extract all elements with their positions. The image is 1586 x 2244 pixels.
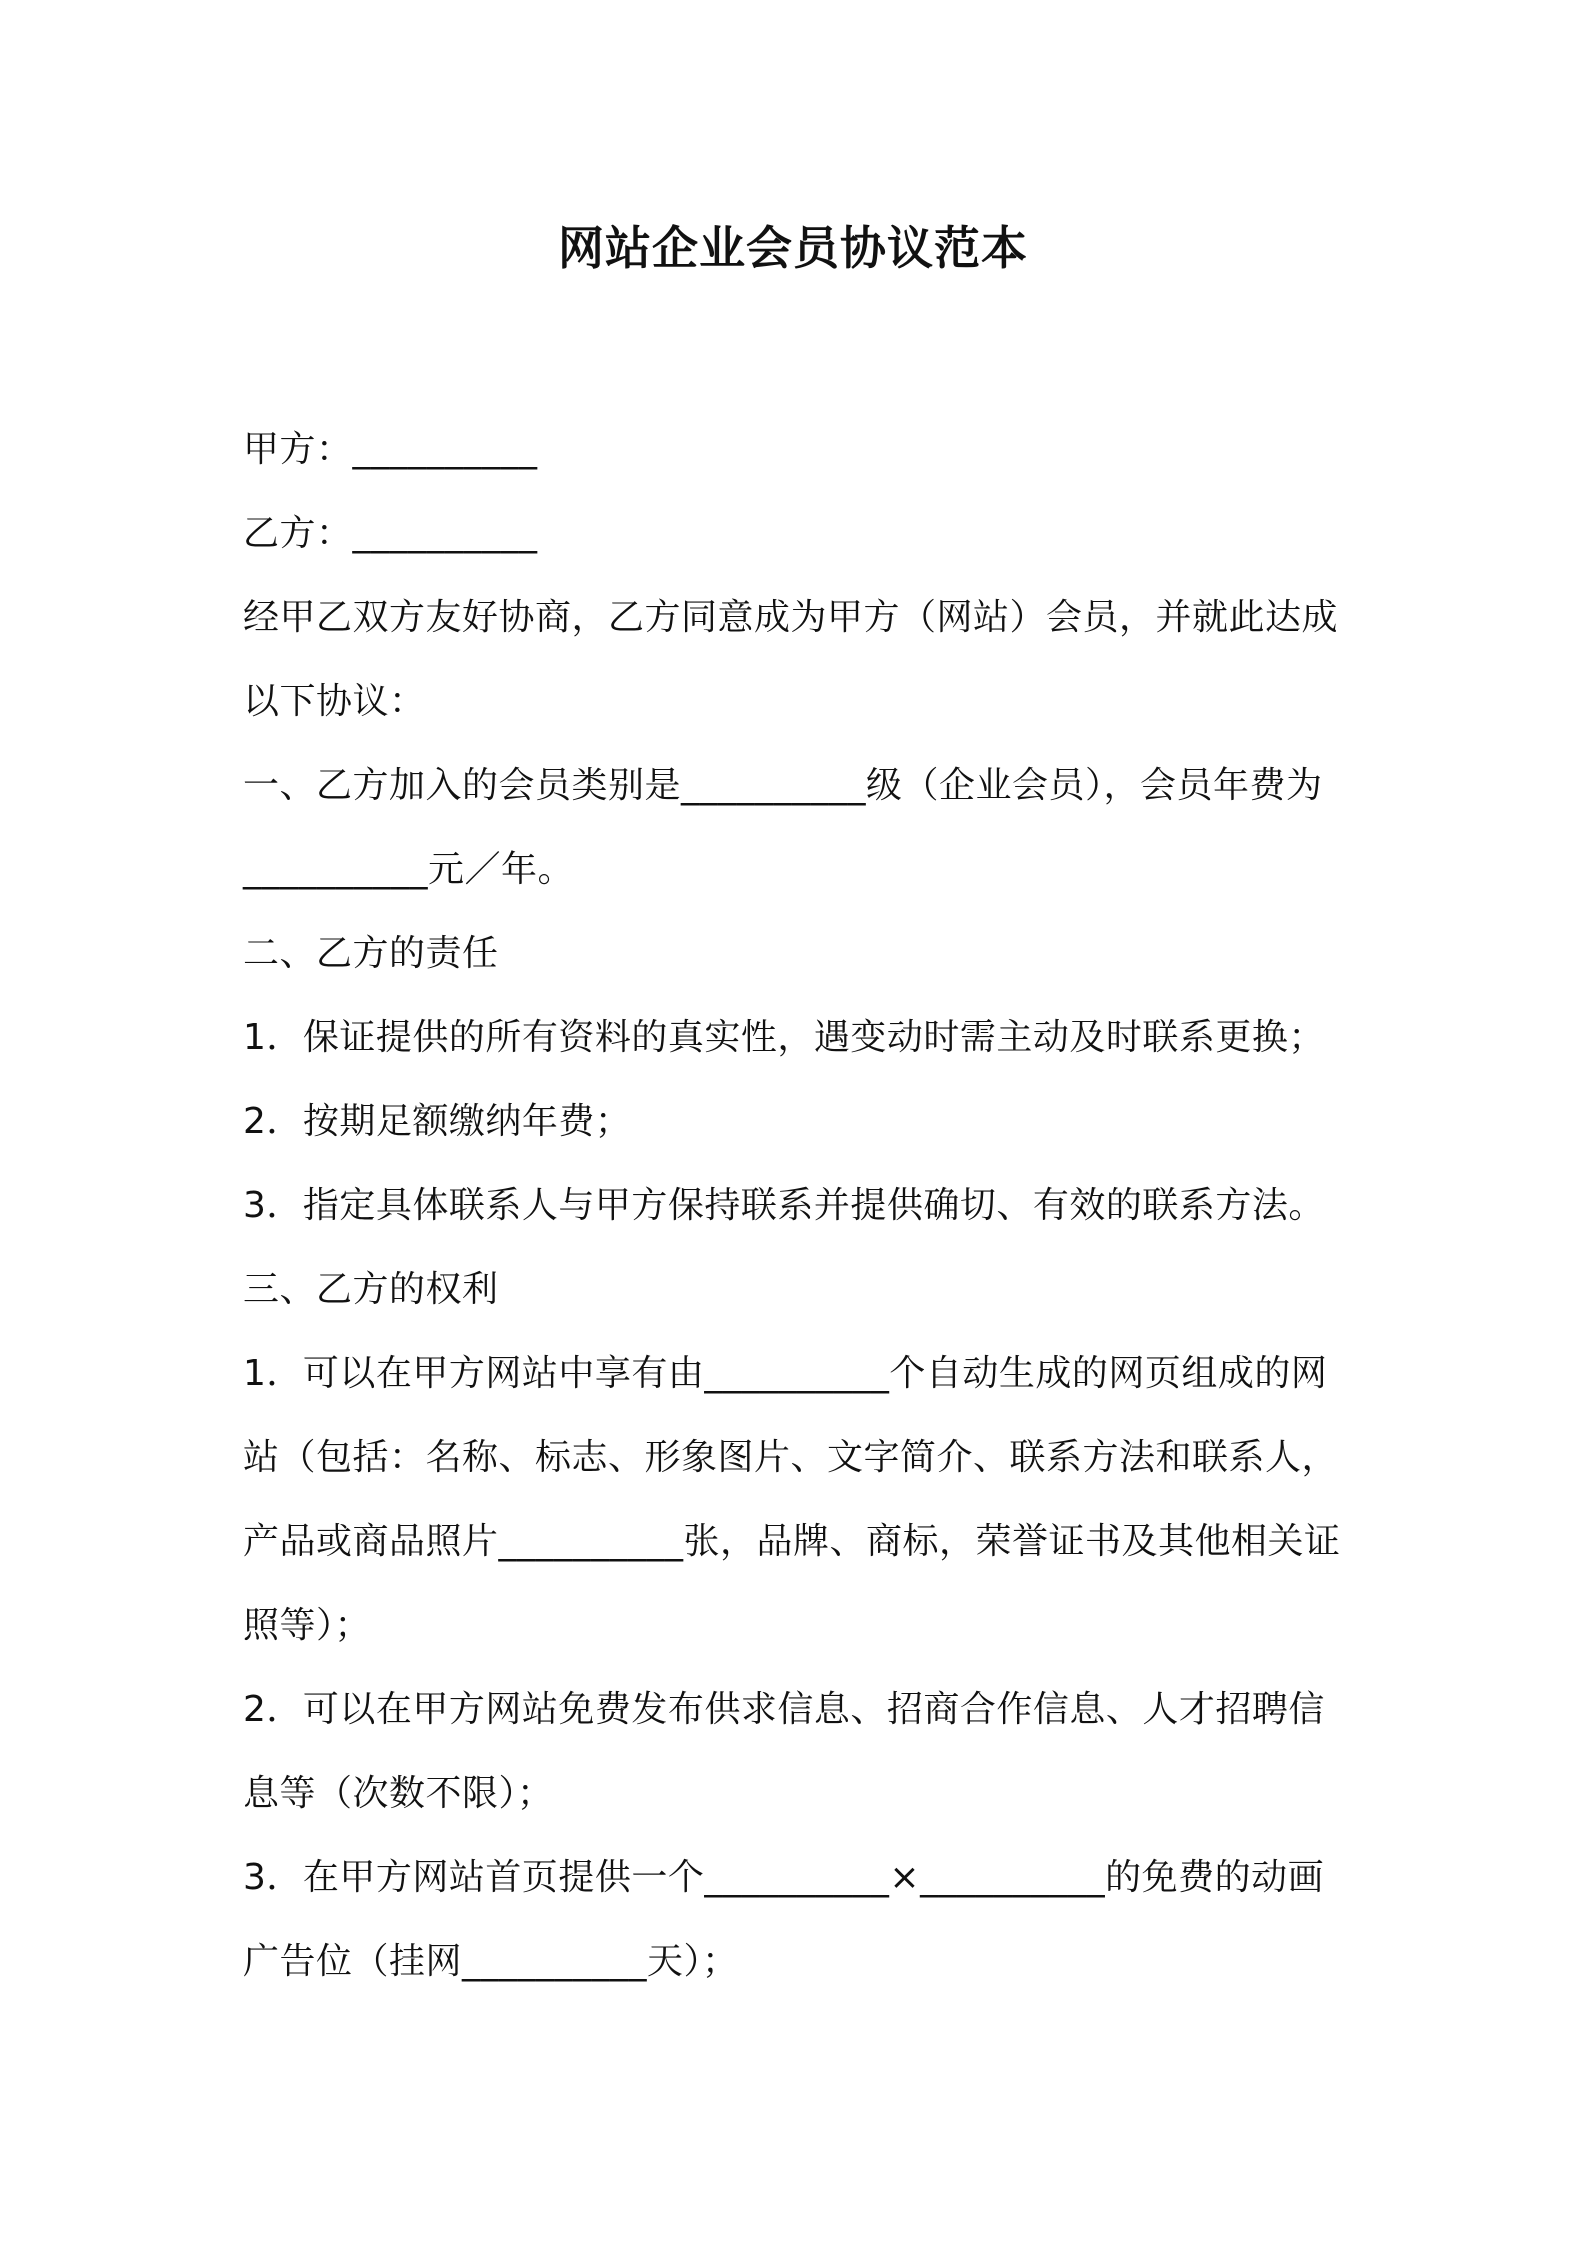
list-item: 1．可以在甲方网站中享有由__________个自动生成的网页组成的网 bbox=[243, 1353, 1328, 1394]
list-item: 3．指定具体联系人与甲方保持联系并提供确切、有效的联系方法。 bbox=[243, 1185, 1325, 1226]
document-title: 网站企业会员协议范本 bbox=[558, 221, 1028, 275]
list-item: 2．按期足额缴纳年费； bbox=[243, 1101, 632, 1142]
list-item: 2．可以在甲方网站免费发布供求信息、招商合作信息、人才招聘信 bbox=[243, 1689, 1325, 1730]
document-body bbox=[243, 408, 1363, 2004]
list-item-continuation: 照等）； bbox=[243, 1605, 372, 1646]
list-item-continuation: 息等（次数不限）； bbox=[243, 1773, 554, 1814]
section-heading: 三、乙方的权利 bbox=[243, 1269, 499, 1310]
list-item-continuation: 广告位（挂网__________天）； bbox=[243, 1941, 739, 1982]
section-heading: 二、乙方的责任 bbox=[243, 933, 499, 974]
preamble-line: 以下协议： bbox=[243, 681, 426, 722]
preamble-line: 经甲乙双方友好协商，乙方同意成为甲方（网站）会员，并就此达成 bbox=[243, 597, 1339, 638]
clause-1-line: __________元／年。 bbox=[243, 849, 575, 890]
clause-1-line: 一、乙方加入的会员类别是__________级（企业会员），会员年费为 bbox=[243, 765, 1323, 806]
party-b-line: 乙方：__________ bbox=[243, 513, 538, 554]
list-item: 1．保证提供的所有资料的真实性，遇变动时需主动及时联系更换； bbox=[243, 1017, 1325, 1058]
list-item-continuation: 产品或商品照片__________张，品牌、商标，荣誉证书及其他相关证 bbox=[243, 1521, 1341, 1562]
list-item-continuation: 站（包括：名称、标志、形象图片、文字简介、联系方法和联系人， bbox=[243, 1437, 1339, 1478]
party-a-line: 甲方：__________ bbox=[243, 429, 538, 470]
list-item: 3．在甲方网站首页提供一个__________×__________的免费的动画 bbox=[243, 1857, 1325, 1898]
